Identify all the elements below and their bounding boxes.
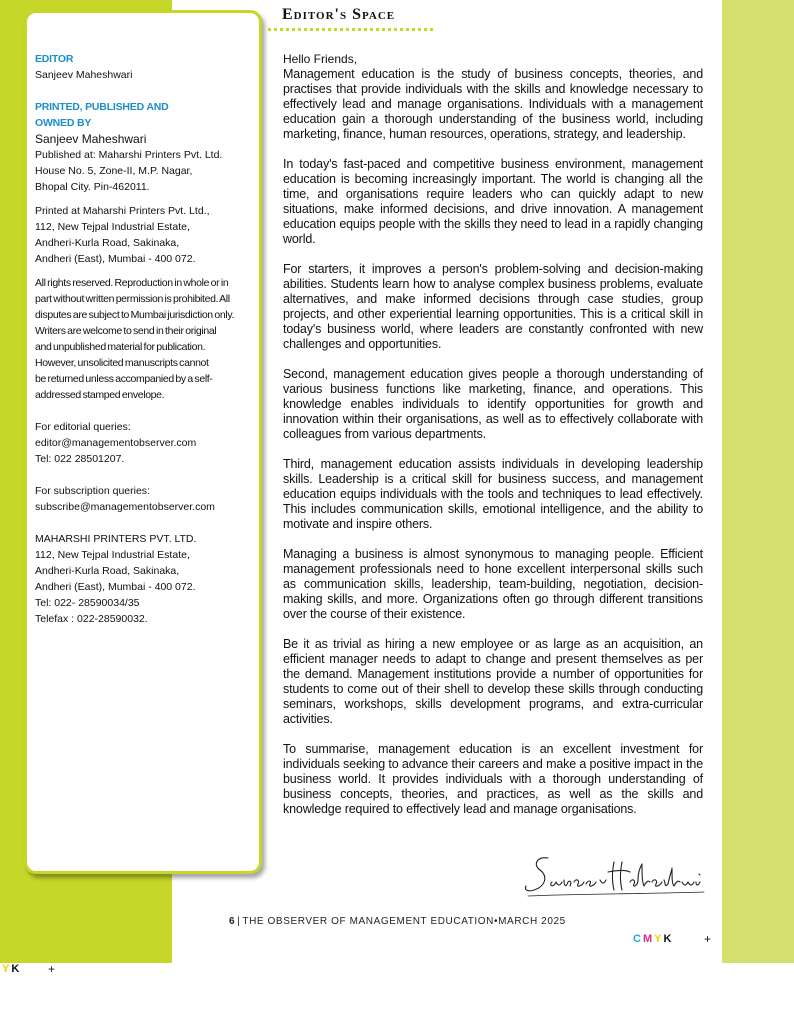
editorial-letter — [283, 52, 703, 832]
letter-paragraph: For starters, it improves a person's problem-solving and decision-making abilities. Students learn how to analyse complex business problems, evaluate alternatives, and make informed decisions through case studies, group projects, and other experiential learning opportunities. This is a critical skill in today's business world, where leaders are constantly confronted with new challenges and opportunities. — [283, 262, 703, 351]
letter-paragraph: Second, management education gives people a thorough understanding of various business functions like marketing, finance, and operations. This knowledge enables individuals to identify opportunities for growth and innovation within their organisations, as well as to effectively collaborate with colleagues from various departments. — [283, 367, 703, 441]
printer-address — [35, 531, 253, 627]
printer-address-line: Andheri-Kurla Road, Sakinaka, — [35, 565, 180, 577]
publication-name: THE OBSERVER OF MANAGEMENT EDUCATION — [242, 916, 495, 927]
footer-bullet: • — [494, 916, 499, 927]
rights-line: part without written permission is prohibited. All — [35, 293, 230, 305]
printer-address-line: Andheri (East), Mumbai - 400 072. — [35, 581, 196, 593]
right-green-band — [722, 0, 794, 963]
page-footer — [229, 916, 566, 927]
published-at-line: House No. 5, Zone-II, M.P. Nagar, — [35, 165, 193, 177]
rights-notice — [35, 275, 253, 403]
printed-at-line: Andheri-Kurla Road, Sakinaka, — [35, 237, 180, 249]
page-title: Editor's Space — [282, 6, 396, 23]
published-at-block — [35, 147, 253, 195]
printer-address-line: Tel: 022- 28590034/35 — [35, 597, 140, 609]
yellow-mark: Y — [654, 933, 664, 945]
editorial-queries — [35, 419, 253, 467]
printed-at-line: Printed at Maharshi Printers Pvt. Ltd., — [35, 205, 210, 217]
magenta-mark: M — [642, 933, 655, 945]
issue-date: MARCH 2025 — [498, 916, 566, 927]
printed-label-line-1: PRINTED, PUBLISHED AND — [35, 101, 169, 113]
editor-name: Sanjeev Maheshwari — [35, 69, 133, 81]
color-registration-marks-left — [2, 963, 21, 975]
page-number: 6 — [229, 916, 236, 927]
rights-line: be returned unless accompanied by a self- — [35, 373, 213, 385]
printed-at-line: 112, New Tejpal Industrial Estate, — [35, 221, 190, 233]
dotted-rule — [268, 24, 433, 31]
black-mark: K — [663, 933, 674, 945]
rights-line: All rights reserved. Reproduction in whole or in — [35, 277, 229, 289]
subscription-email: subscribe@managementobserver.com — [35, 501, 215, 513]
published-at-line: Published at: Maharshi Printers Pvt. Ltd. — [35, 149, 223, 161]
printer-address-line: Telefax : 022-28590032. — [35, 613, 148, 625]
color-registration-marks — [633, 933, 673, 945]
editorial-phone: Tel: 022 28501207. — [35, 453, 125, 465]
rights-line: However, unsolicited manuscripts cannot — [35, 357, 209, 369]
cyan-mark: C — [633, 933, 643, 945]
letter-paragraph: Managing a business is almost synonymous to managing people. Efficient management professionals need to hone excellent interpersonal skills such as communication skills, leadership, team-building, negotiation, decision-making skills, and more. Organizations often go through different transitions over the course of their existence. — [283, 547, 703, 621]
printed-at-line: Andheri (East), Mumbai - 400 072. — [35, 253, 196, 265]
greeting: Hello Friends, — [283, 52, 358, 66]
rights-line: disputes are subject to Mumbai jurisdiction only. — [35, 309, 235, 321]
letter-paragraph: In today's fast-paced and competitive business environment, management education is becoming increasingly important. The world is changing all the time, and organisations require leaders who can quickly adapt to new situations, make informed decisions, and drive innovation. A management education equips people with the skills they need to lead in a rapidly changing world. — [283, 157, 703, 246]
printed-label-line-2: OWNED BY — [35, 117, 92, 129]
signature-drawing — [518, 852, 708, 900]
rights-line: addressed stamped envelope. — [35, 389, 165, 401]
editorial-queries-label: For editorial queries: — [35, 421, 131, 433]
owner-name: Sanjeev Maheshwari — [35, 132, 147, 146]
letter-paragraph: Be it as trivial as hiring a new employee or as large as an acquisition, an efficient manager needs to adapt to change and present themselves as per the demand. Management institutions provide a number of opportunities for students to come out of their shell to develop these skills through conducting seminars, workshops, skills development programs, and extra-curricular activities. — [283, 637, 703, 726]
printed-at-block — [35, 203, 253, 267]
subscription-queries — [35, 483, 253, 515]
yellow-mark: Y — [2, 963, 12, 975]
masthead-sidebar — [24, 10, 262, 874]
editor-label: EDITOR — [35, 53, 74, 65]
footer-separator: | — [237, 916, 241, 927]
registration-cross-icon: + — [704, 932, 712, 946]
handwritten-signature — [518, 852, 708, 900]
published-at-line: Bhopal City. Pin-462011. — [35, 181, 150, 193]
black-mark: K — [11, 963, 22, 975]
letter-paragraph: Management education is the study of business concepts, theories, and practises that provide individuals with the skills and knowledge necessary to effectively lead and manage organisations. Individuals with a management education gain a thorough understanding of the business world, including marketing, finance, human resources, operations, strategy, and leadership. — [283, 67, 703, 141]
printer-address-line: MAHARSHI PRINTERS PVT. LTD. — [35, 533, 197, 545]
printer-address-line: 112, New Tejpal Industrial Estate, — [35, 549, 190, 561]
editorial-email: editor@managementobserver.com — [35, 437, 197, 449]
rights-line: Writers are welcome to send in their original — [35, 325, 217, 337]
letter-paragraph: To summarise, management education is an excellent investment for individuals seeking to advance their careers and make a positive impact in the business world. It provides individuals with a thorough understanding of business concepts, theories, and practices, as well as the skills and knowledge required to effectively lead and manage organisations. — [283, 742, 703, 816]
subscription-queries-label: For subscription queries: — [35, 485, 150, 497]
rights-line: and unpublished material for publication. — [35, 341, 206, 353]
section-header — [268, 6, 436, 28]
letter-paragraph: Third, management education assists individuals in developing leadership skills. Leadership is a critical skill for business success, and management education equips individuals with the tools and techniques to lead effectively. This includes communication skills, emotional intelligence, and the ability to motivate and inspire others. — [283, 457, 703, 531]
registration-cross-icon: + — [48, 962, 56, 976]
